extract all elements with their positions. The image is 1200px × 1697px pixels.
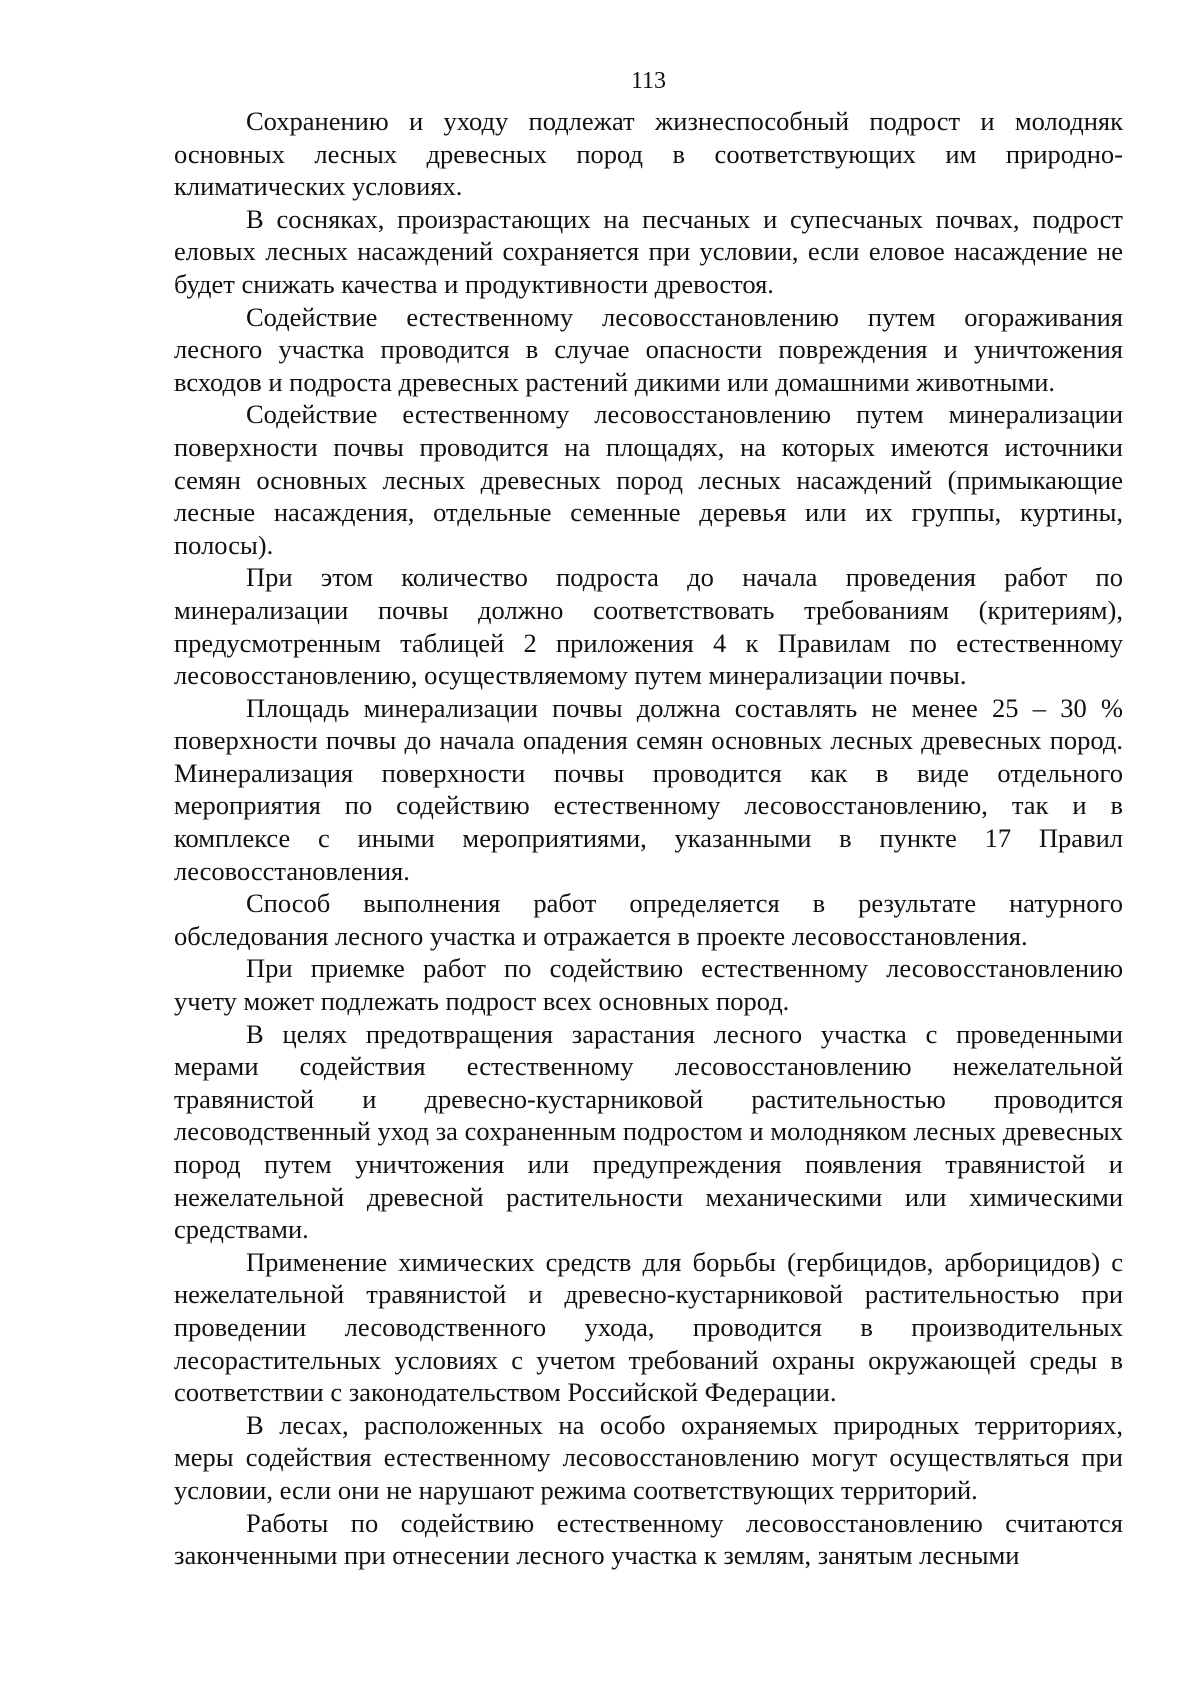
paragraph: В целях предотвращения зарастания лесного участка с проведенными мерами содействия естественному лесовосстановлению нежелательной травянистой и древесно-кустарниковой растительностью проводится лесоводственный уход за сохраненным подростом и молодняком лесных древесных пород путем уничтожения или предупреждения появления травянистой и нежелательной древесной растительности механическими или химическими средствами. xyxy=(174,1018,1123,1245)
paragraph: При приемке работ по содействию естественному лесовосстановлению учету может подлежать подрост всех основных пород. xyxy=(174,953,1123,1017)
paragraph: Способ выполнения работ определяется в результате натурного обследования лесного участка и отражается в проекте лесовосстановления. xyxy=(174,888,1123,951)
paragraph: Содействие естественному лесовосстановлению путем минерализации поверхности почвы проводится на площадях, на которых имеются источники семян основных лесных древесных пород лесных насаждений (примыкающие лесные насаждения, отдельные семенные деревья или их группы, куртины, полосы). xyxy=(174,399,1123,560)
paragraph: При этом количество подроста до начала проведения работ по минерализации почвы должно соответствовать требованиям (критериям), предусмотренным таблицей 2 приложения 4 к Правилам по естественному лесовосстановлению, осуществляемому путем минерализации почвы. xyxy=(174,562,1123,691)
document-page xyxy=(174,66,1123,1572)
paragraph: Сохранению и уходу подлежат жизнеспособный подрост и молодняк основных лесных древесных пород в соответствующих им природно-климатических условиях. xyxy=(174,106,1123,202)
paragraph: В лесах, расположенных на особо охраняемых природных территориях, меры содействия естественному лесовосстановлению могут осуществляться при условии, если они не нарушают режима соответствующих территорий. xyxy=(174,1409,1123,1505)
paragraph: Содействие естественному лесовосстановлению путем огораживания лесного участка проводится в случае опасности повреждения и уничтожения всходов и подроста древесных растений дикими или домашними животными. xyxy=(174,301,1123,397)
paragraph: Площадь минерализации почвы должна составлять не менее 25 – 30 % поверхности почвы до начала опадения семян основных лесных древесных пород. Минерализация поверхности почвы проводится как в виде отдельного мероприятия по содействию естественному лесовосстановлению, так и в комплексе с иными мероприятиями, указанными в пункте 17 Правил лесовосстановления. xyxy=(174,692,1123,886)
paragraph: В сосняках, произрастающих на песчаных и супесчаных почвах, подрост еловых лесных насаждений сохраняется при условии, если еловое насаждение не будет снижать качества и продуктивности древостоя. xyxy=(174,203,1123,299)
paragraph: Применение химических средств для борьбы (гербицидов, арборицидов) с нежелательной травянистой и древесно-кустарниковой растительностью при проведении лесоводственного ухода, проводится в производительных лесорастительных условиях с учетом требований охраны окружающей среды в соответствии с законодательством Российской Федерации. xyxy=(174,1246,1123,1408)
paragraph: Работы по содействию естественному лесовосстановлению считаются законченными при отнесении лесного участка к землям, занятым лесными xyxy=(174,1507,1123,1571)
page-number: 113 xyxy=(630,68,667,94)
